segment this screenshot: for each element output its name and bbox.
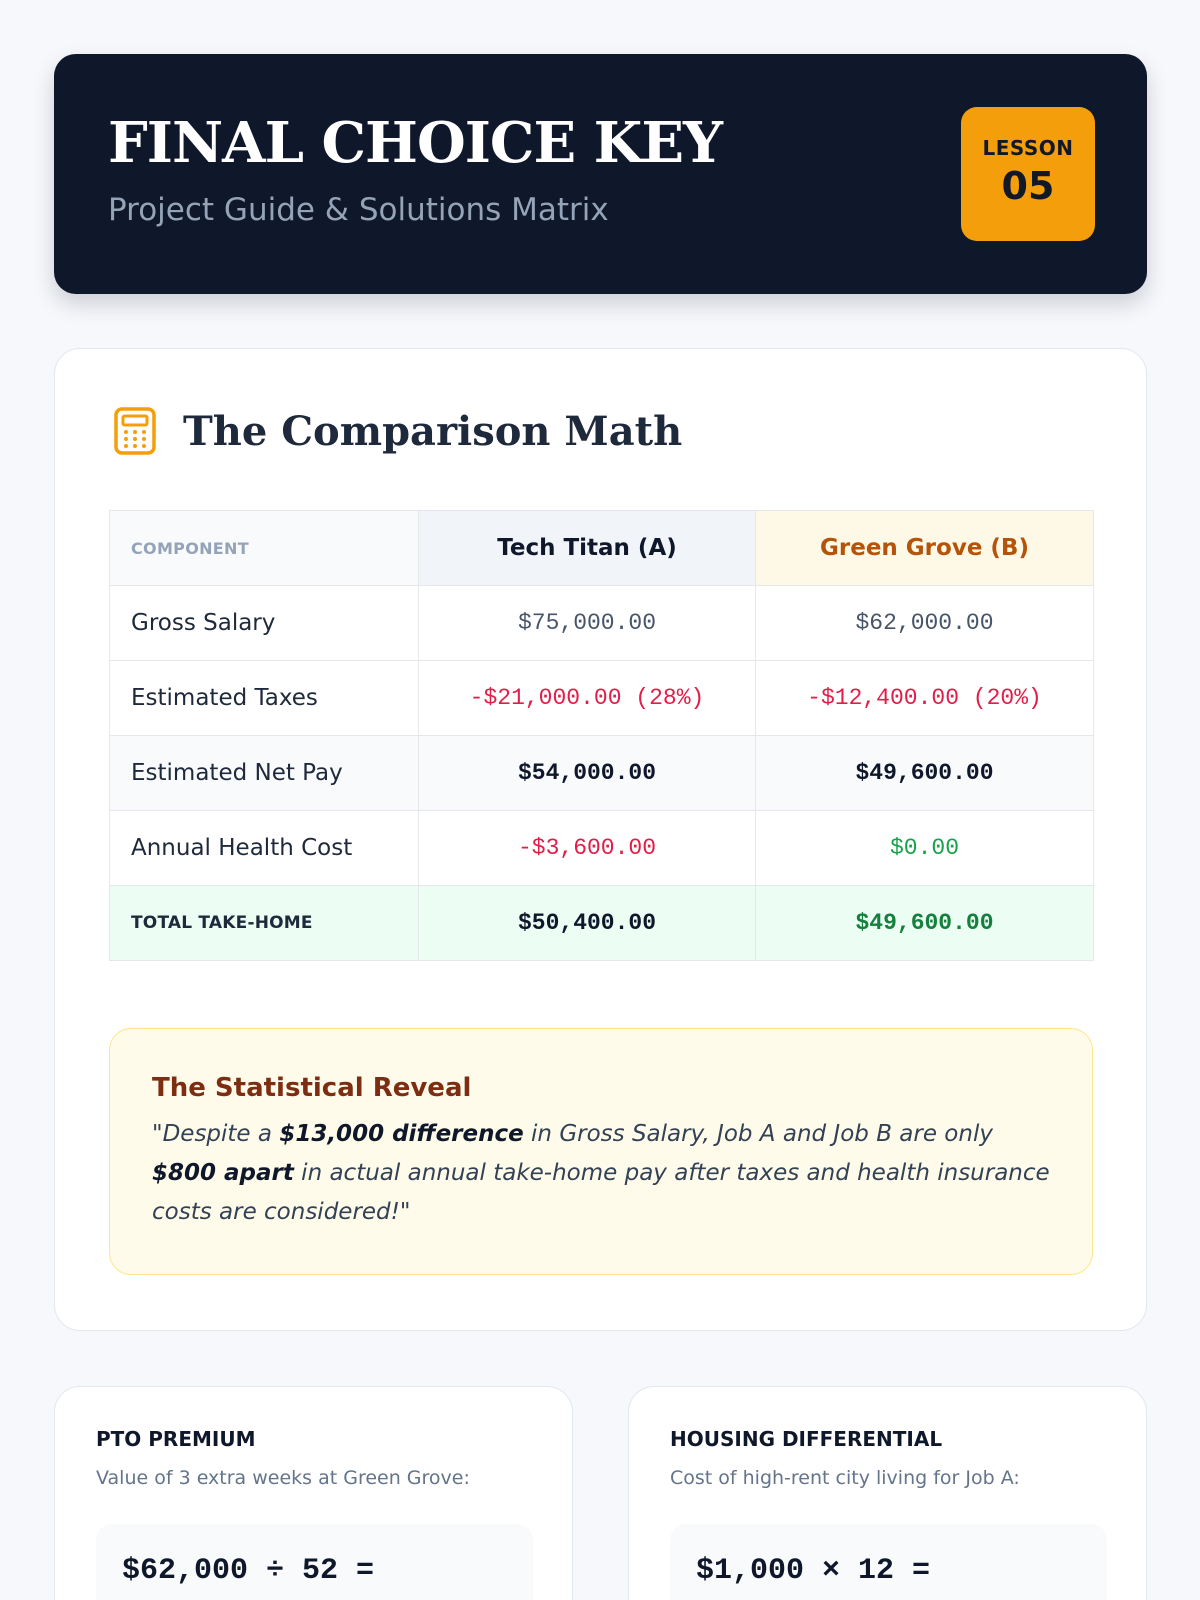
job-a-value: -$3,600.00 [419,811,756,886]
card-description: Value of 3 extra weeks at Green Grove: [96,1467,470,1489]
job-a-value: $54,000.00 [419,736,756,811]
page-title: FINAL CHOICE KEY [108,110,722,176]
quote-text: "Despite a [152,1121,280,1147]
column-header-job-b: Green Grove (B) [756,511,1094,586]
housing-differential-card [628,1386,1147,1600]
comparison-table [109,510,1094,961]
job-b-value: $0.00 [756,811,1094,886]
total-row [110,886,1094,961]
reveal-title: The Statistical Reveal [152,1073,472,1103]
job-b-value: $62,000.00 [756,586,1094,661]
quote-text: in actual annual take-home pay after taxes and health insurance costs are considered!" [152,1160,1050,1225]
pto-premium-card [54,1386,573,1600]
row-label: Gross Salary [110,586,419,661]
job-b-value: $49,600.00 [756,736,1094,811]
job-a-value: -$21,000.00 (28%) [419,661,756,736]
calculator-icon [113,406,157,456]
row-label: Estimated Taxes [110,661,419,736]
row-label: TOTAL TAKE-HOME [110,886,419,961]
quote-text: in Gross Salary, Job A and Job B are only [523,1121,993,1147]
job-a-value: $75,000.00 [419,586,756,661]
table-row [110,736,1094,811]
card-title: PTO PREMIUM [96,1427,256,1451]
table-row [110,661,1094,736]
reveal-quote [152,1115,1052,1232]
column-header-component: COMPONENT [110,511,419,586]
page-header [54,54,1147,294]
card-description: Cost of high-rent city living for Job A: [670,1467,1020,1489]
table-row [110,811,1094,886]
lesson-badge [961,107,1095,241]
card-formula: $1,000 × 12 = [670,1524,1107,1600]
quote-highlight: $800 apart [152,1160,294,1186]
card-formula: $62,000 ÷ 52 = [96,1524,533,1600]
lesson-badge-label: LESSON [982,136,1074,160]
job-b-value: -$12,400.00 (20%) [756,661,1094,736]
quote-highlight: $13,000 difference [279,1121,524,1147]
row-label: Estimated Net Pay [110,736,419,811]
page-subtitle: Project Guide & Solutions Matrix [108,192,609,228]
comparison-title: The Comparison Math [183,407,683,455]
statistical-reveal-callout [109,1028,1093,1275]
table-row [110,586,1094,661]
card-title: HOUSING DIFFERENTIAL [670,1427,943,1451]
job-b-value: $49,600.00 [756,886,1094,961]
table-header-row [110,511,1094,586]
job-a-value: $50,400.00 [419,886,756,961]
row-label: Annual Health Cost [110,811,419,886]
column-header-job-a: Tech Titan (A) [419,511,756,586]
lesson-badge-number: 05 [1001,164,1055,208]
comparison-heading [113,405,682,457]
comparison-card [54,348,1147,1331]
